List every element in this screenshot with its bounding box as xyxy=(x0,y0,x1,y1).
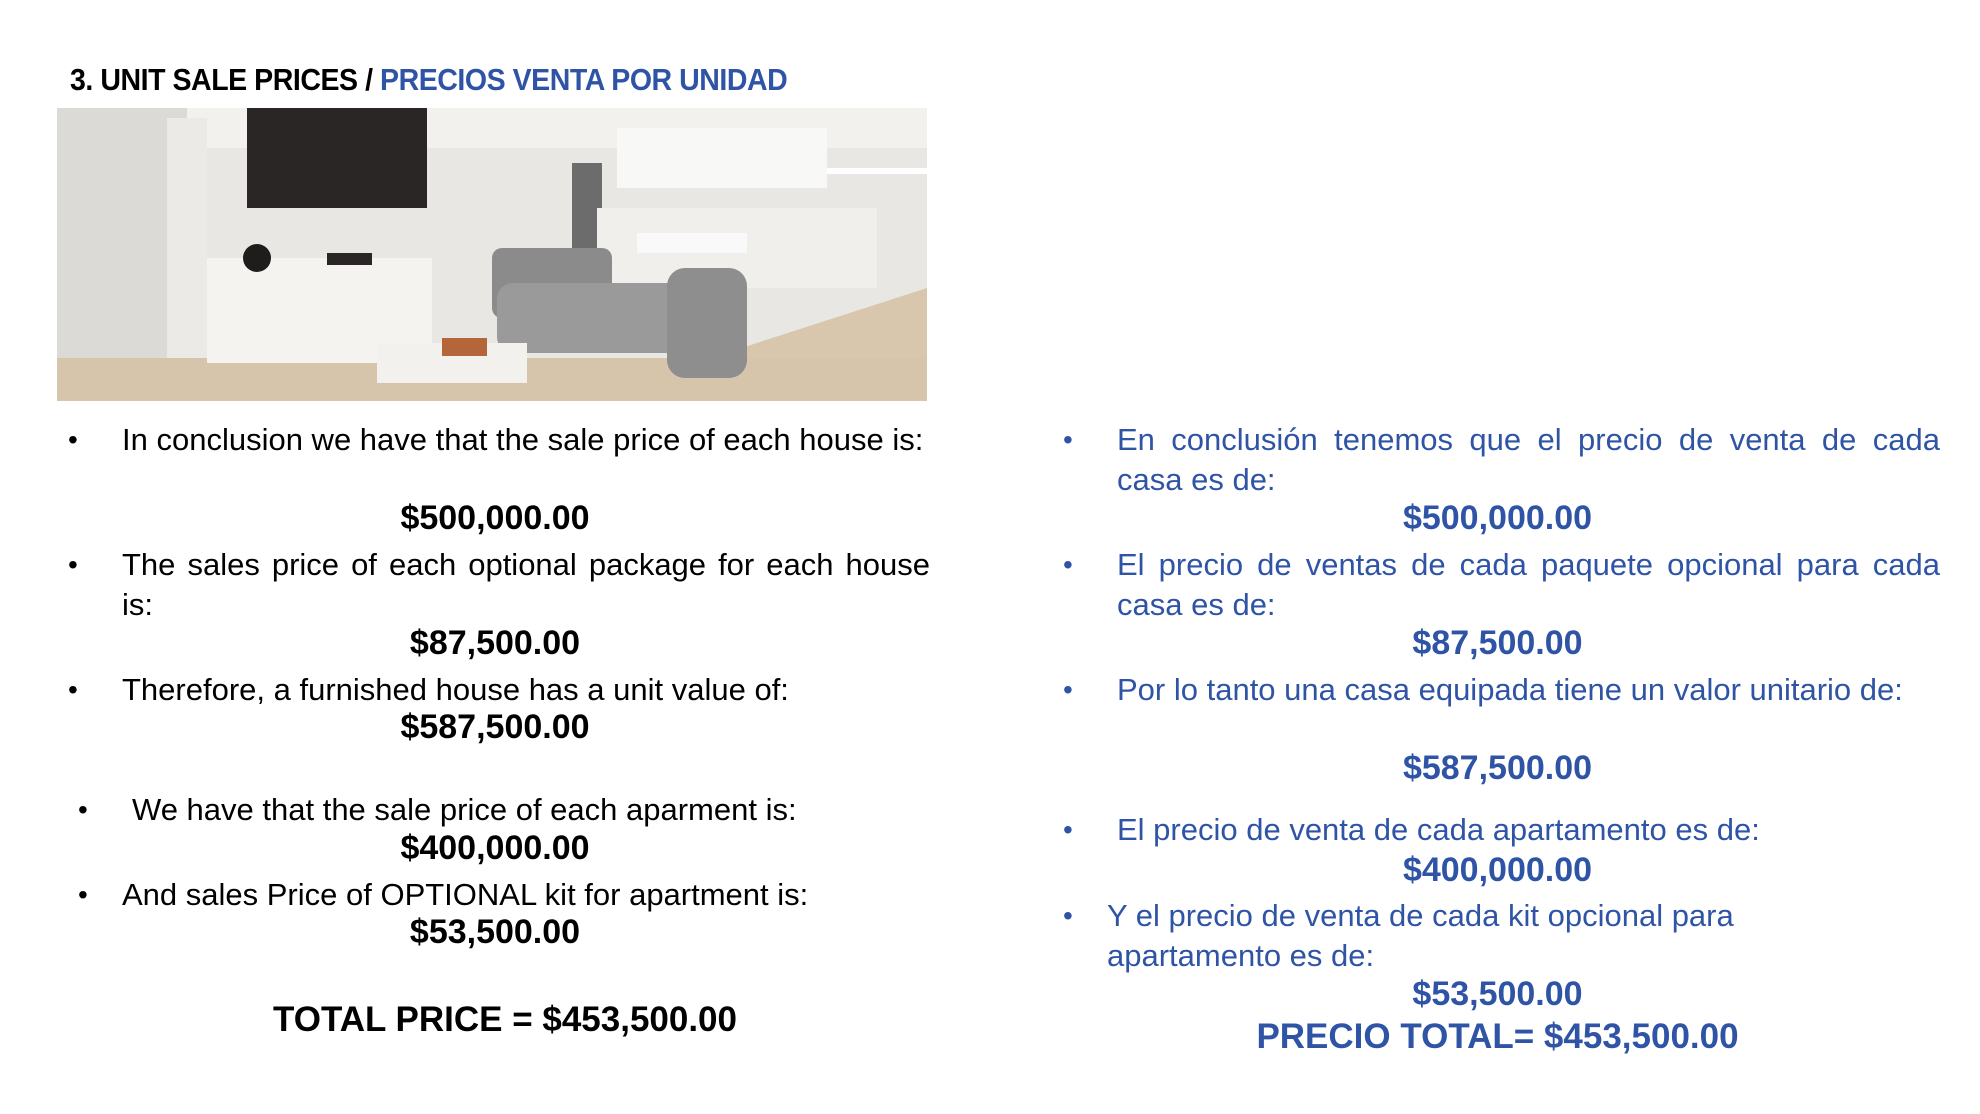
bullet-icon: • xyxy=(1063,900,1073,931)
list-item xyxy=(60,670,930,710)
spanish-column xyxy=(1055,0,1940,1114)
package-price-es: $87,500.00 xyxy=(1412,624,1583,662)
heading-spanish: PRECIOS VENTA POR UNIDAD xyxy=(380,62,788,97)
kit-price: $53,500.00 xyxy=(409,913,581,951)
list-item xyxy=(60,790,930,830)
bullet-icon: • xyxy=(1063,549,1073,580)
furnished-price: $587,500.00 xyxy=(400,708,590,746)
house-price-text: In conclusion we have that the sale price of each house is: xyxy=(122,422,924,457)
total-price-english: TOTAL PRICE = $453,500.00 xyxy=(273,1000,737,1039)
list-item xyxy=(1055,420,1940,500)
bullet-icon: • xyxy=(78,794,88,825)
bullet-icon: • xyxy=(68,549,78,580)
heading-english: 3. UNIT SALE PRICES / xyxy=(70,62,373,97)
house-price: $500,000.00 xyxy=(400,499,590,537)
kit-price-text: And sales Price of OPTIONAL kit for apartment is: xyxy=(122,877,809,912)
bullet-icon: • xyxy=(1063,814,1073,845)
apartment-price: $400,000.00 xyxy=(400,829,590,867)
bullet-icon: • xyxy=(1063,424,1073,455)
english-column xyxy=(60,0,930,1114)
house-price-es: $500,000.00 xyxy=(1402,499,1593,537)
package-price-text: The sales price of each optional package for each house is: xyxy=(122,547,930,622)
apartment-price-es: $400,000.00 xyxy=(1402,851,1593,889)
list-item xyxy=(1055,545,1940,625)
kit-price-es: $53,500.00 xyxy=(1412,975,1583,1013)
bullet-icon: • xyxy=(78,879,88,910)
list-item xyxy=(60,875,930,915)
furnished-price-text-es: Por lo tanto una casa equipada tiene un valor unitario de: xyxy=(1117,672,1903,707)
bullet-icon: • xyxy=(68,424,78,455)
list-item xyxy=(1055,670,1940,710)
list-item xyxy=(60,545,930,625)
total-price-spanish: PRECIO TOTAL= $453,500.00 xyxy=(1256,1017,1739,1056)
house-price-text-es: En conclusión tenemos que el precio de venta de cada casa es de: xyxy=(1117,422,1940,497)
furnished-price-es: $587,500.00 xyxy=(1402,749,1593,787)
package-price-text-es: El precio de ventas de cada paquete opcional para cada casa es de: xyxy=(1117,547,1940,622)
apartment-price-text: We have that the sale price of each aparment is: xyxy=(132,792,797,827)
bullet-icon: • xyxy=(1063,674,1073,705)
list-item xyxy=(60,420,930,460)
apartment-price-text-es: El precio de venta de cada apartamento es de: xyxy=(1117,812,1760,847)
list-item xyxy=(1055,896,1940,976)
kit-price-text-es: Y el precio de venta de cada kit opcional para apartamento es de: xyxy=(1107,898,1734,973)
package-price: $87,500.00 xyxy=(409,624,581,662)
furnished-price-text: Therefore, a furnished house has a unit value of: xyxy=(122,672,789,707)
list-item xyxy=(1055,810,1940,850)
bullet-icon: • xyxy=(68,674,78,705)
